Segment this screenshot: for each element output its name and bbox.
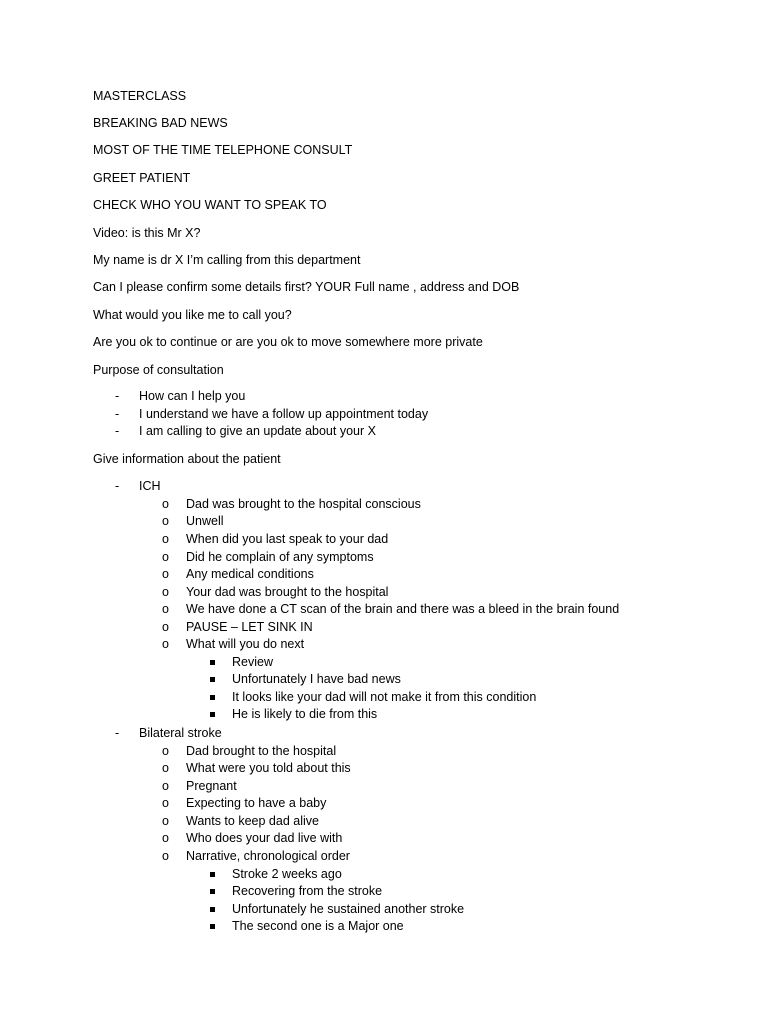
circle-bullet: o <box>162 814 169 828</box>
list-item: Dad brought to the hospital <box>186 744 337 758</box>
section-heading: Give information about the patient <box>93 452 281 466</box>
dash-bullet: - <box>115 407 120 421</box>
square-bullet <box>210 907 215 912</box>
square-bullet <box>210 924 215 929</box>
paragraph: CHECK WHO YOU WANT TO SPEAK TO <box>93 198 327 212</box>
circle-bullet: o <box>162 744 169 758</box>
dash-bullet: - <box>115 726 120 740</box>
square-bullet <box>210 889 215 894</box>
list-item: Wants to keep dad alive <box>186 814 319 828</box>
list-item: Any medical conditions <box>186 567 314 581</box>
circle-bullet: o <box>162 602 169 616</box>
paragraph: MOST OF THE TIME TELEPHONE CONSULT <box>93 143 353 157</box>
circle-bullet: o <box>162 779 169 793</box>
circle-bullet: o <box>162 831 169 845</box>
circle-bullet: o <box>162 567 169 581</box>
dash-bullet: - <box>115 424 120 438</box>
list-item: Recovering from the stroke <box>232 884 383 898</box>
paragraph: Are you ok to continue or are you ok to move somewhere more private <box>93 335 483 349</box>
doc-title: MASTERCLASS <box>93 89 187 103</box>
square-bullet <box>210 660 215 665</box>
list-item: Dad was brought to the hospital conscious <box>186 497 421 511</box>
paragraph: GREET PATIENT <box>93 171 191 185</box>
circle-bullet: o <box>162 849 169 863</box>
circle-bullet: o <box>162 761 169 775</box>
square-bullet <box>210 695 215 700</box>
paragraph: Purpose of consultation <box>93 363 224 377</box>
list-item: Stroke 2 weeks ago <box>232 867 342 881</box>
list-item-stroke: Bilateral stroke <box>139 726 222 740</box>
circle-bullet: o <box>162 796 169 810</box>
paragraph: Video: is this Mr X? <box>93 226 201 240</box>
list-item: Who does your dad live with <box>186 831 343 845</box>
list-item: I understand we have a follow up appointment today <box>139 407 429 421</box>
list-item: Expecting to have a baby <box>186 796 327 810</box>
square-bullet <box>210 712 215 717</box>
list-item: He is likely to die from this <box>232 707 378 721</box>
list-item: Narrative, chronological order <box>186 849 350 863</box>
list-item: Pregnant <box>186 779 237 793</box>
circle-bullet: o <box>162 514 169 528</box>
paragraph: Can I please confirm some details first? YOUR Full name , address and DOB <box>93 280 520 294</box>
circle-bullet: o <box>162 620 169 634</box>
list-item: PAUSE – LET SINK IN <box>186 620 313 634</box>
list-item: When did you last speak to your dad <box>186 532 389 546</box>
circle-bullet: o <box>162 637 169 651</box>
doc-subtitle: BREAKING BAD NEWS <box>93 116 228 130</box>
list-item: Unfortunately he sustained another stroke <box>232 902 465 916</box>
list-item: How can I help you <box>139 389 246 403</box>
list-item: Unwell <box>186 514 224 528</box>
list-item: We have done a CT scan of the brain and there was a bleed in the brain found <box>186 602 620 616</box>
list-item: What were you told about this <box>186 761 351 775</box>
circle-bullet: o <box>162 497 169 511</box>
list-item: Review <box>232 655 273 669</box>
list-item: It looks like your dad will not make it from this condition <box>232 690 537 704</box>
list-item: What will you do next <box>186 637 305 651</box>
list-item: Unfortunately I have bad news <box>232 672 401 686</box>
circle-bullet: o <box>162 532 169 546</box>
square-bullet <box>210 872 215 877</box>
list-item: The second one is a Major one <box>232 919 404 933</box>
paragraph: What would you like me to call you? <box>93 308 292 322</box>
circle-bullet: o <box>162 550 169 564</box>
paragraph: My name is dr X I’m calling from this department <box>93 253 361 267</box>
circle-bullet: o <box>162 585 169 599</box>
dash-bullet: - <box>115 479 120 493</box>
list-item: Did he complain of any symptoms <box>186 550 374 564</box>
list-item: Your dad was brought to the hospital <box>186 585 389 599</box>
dash-bullet: - <box>115 389 120 403</box>
list-item-ich: ICH <box>139 479 161 493</box>
list-item: I am calling to give an update about your X <box>139 424 376 438</box>
square-bullet <box>210 677 215 682</box>
